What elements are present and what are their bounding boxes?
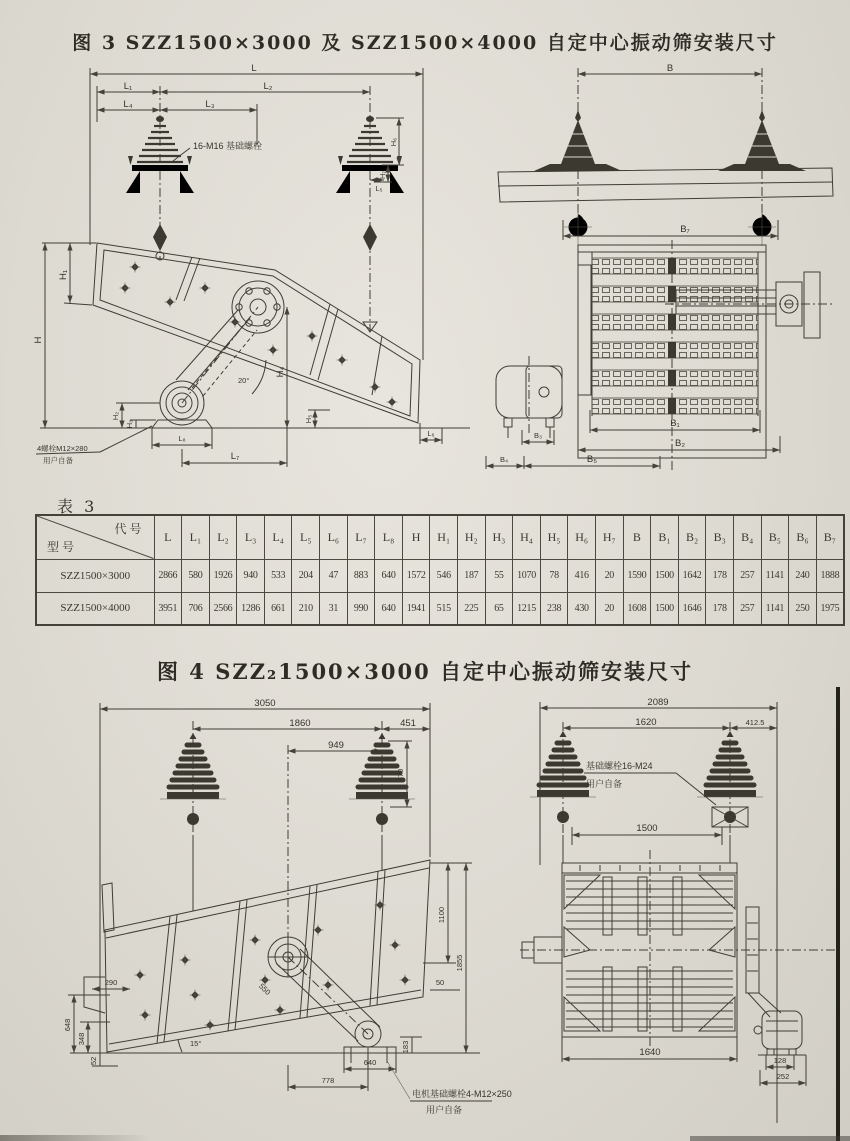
table-col-header: H₃	[485, 515, 513, 559]
dim-label-1620: 1620	[635, 717, 657, 728]
screen-body-side-view-fig4	[102, 860, 430, 1052]
dimension-value-cell: 640	[375, 592, 403, 625]
scan-edge-artifact-right	[836, 687, 840, 1141]
dimension-value-cell: 257	[733, 559, 761, 592]
table-col-header: B₇	[816, 515, 844, 559]
dimension-value-cell: 1888	[816, 559, 844, 592]
dimension-table	[35, 514, 845, 626]
dim-label-50: 50	[435, 978, 445, 987]
dim-label-451: 451	[400, 718, 416, 729]
table-row	[36, 592, 844, 625]
dimension-value-cell: 1141	[761, 592, 789, 625]
dim-label-L2: L₂	[263, 81, 273, 92]
motor-end-view	[496, 356, 562, 438]
dimension-value-cell: 2866	[154, 559, 182, 592]
motor-bolt-note-line2: 用户自备	[426, 1105, 463, 1115]
foundation-bolt-note: 16-M16 基础螺栓	[193, 141, 263, 151]
dimension-value-cell: 20	[596, 592, 624, 625]
suspension-beam	[498, 168, 833, 202]
corner-label-model: 型 号	[47, 539, 75, 554]
dim-label-L: L	[251, 63, 257, 74]
fig4-right-spring-hangers	[530, 727, 763, 863]
motor-bolt-note-line1: 电机基础螺栓4-M12×250	[412, 1089, 512, 1099]
dim-label-B1: B₁	[670, 418, 680, 429]
dimension-value-cell: 1608	[623, 592, 651, 625]
dim-label-H2: H₂	[111, 411, 120, 421]
dimension-value-cell: 1975	[816, 592, 844, 625]
dim-label-H: H	[33, 336, 44, 344]
dimension-value-cell: 225	[458, 592, 486, 625]
foundation-bolt-note-line1: 基础螺栓16-M24	[586, 761, 653, 771]
fig3-left-anchor-note	[36, 426, 152, 465]
table-col-header: H₆	[568, 515, 596, 559]
dim-label-H5: H₅	[304, 414, 313, 424]
fig4-side-view-drawing	[60, 695, 512, 1140]
corner-label-code: 代 号	[114, 522, 142, 536]
dim-label-1860: 1860	[289, 718, 311, 729]
dim-label-1500: 1500	[636, 823, 658, 834]
dimension-value-cell: 940	[237, 559, 265, 592]
dimension-value-cell: 210	[292, 592, 320, 625]
dimension-value-cell: 416	[568, 559, 596, 592]
table-col-header: H₅	[540, 515, 568, 559]
table-col-header: L₅	[292, 515, 320, 559]
table-col-header: B₄	[733, 515, 761, 559]
table-col-header: L₃	[237, 515, 265, 559]
fig4-end-view-drawing	[500, 695, 850, 1140]
dim-label-1640: 1640	[639, 1047, 661, 1058]
fig4-right-bottom-dimensions	[562, 1037, 806, 1086]
dimension-value-cell: 250	[789, 592, 817, 625]
dimension-value-cell: 1070	[513, 559, 541, 592]
dimension-value-cell: 661	[264, 592, 292, 625]
model-cell: SZZ1500×4000	[36, 592, 154, 625]
dim-label-H6: H₆	[389, 137, 398, 147]
fig4-ground-line	[70, 1039, 480, 1053]
table-col-header: H₇	[596, 515, 624, 559]
fig3-left-extension-lines	[90, 68, 423, 360]
dimension-value-cell: 706	[182, 592, 210, 625]
anchor-bolts-on-beam	[534, 110, 806, 171]
fig3-left-bottom-dimensions	[152, 423, 442, 467]
flywheel-and-belt-drive	[257, 937, 396, 1063]
fig3-left-bolt-note	[173, 140, 262, 161]
dim-label-1855: 1855	[455, 954, 464, 972]
table-col-header: H	[402, 515, 430, 559]
fig3-side-view-drawing	[30, 60, 480, 480]
dimension-value-cell: 238	[540, 592, 568, 625]
dim-label-L3: L₃	[205, 99, 215, 110]
model-cell: SZZ1500×3000	[36, 559, 154, 592]
dimension-value-cell: 1642	[678, 559, 706, 592]
table-col-header: L	[154, 515, 182, 559]
fig4-foundation-bolt-note	[584, 760, 716, 805]
dim-label-252: 252	[776, 1072, 790, 1081]
dimension-value-cell: 3951	[154, 592, 182, 625]
dim-label-L5: L₅	[375, 184, 383, 193]
fig3-end-view-drawing	[480, 60, 850, 480]
dimension-value-cell: 580	[182, 559, 210, 592]
table-corner-cell	[36, 515, 154, 559]
dimension-value-cell: 430	[568, 592, 596, 625]
dim-label-2089: 2089	[647, 697, 669, 708]
dimension-value-cell: 2566	[209, 592, 237, 625]
figure3-caption: 图 3 SZZ1500×3000 及 SZZ1500×4000 自定中心振动筛安装尺寸	[72, 32, 778, 54]
dim-label-949: 949	[328, 740, 344, 751]
dim-label-1100: 1100	[437, 906, 446, 924]
scan-edge-artifact-bottom-right	[690, 1136, 850, 1141]
dimension-value-cell: 1926	[209, 559, 237, 592]
anchor-bolt-note-line1: 4螺栓M12×280	[37, 444, 88, 453]
table-col-header: B₆	[789, 515, 817, 559]
dim-label-L8: L₈	[178, 434, 186, 443]
table-col-header: L₇	[347, 515, 375, 559]
fig3-right-top-dimension	[578, 63, 762, 235]
table-col-header: L₄	[264, 515, 292, 559]
fig3-left-height-dimensions	[33, 243, 330, 428]
dimension-value-cell: 1286	[237, 592, 265, 625]
dimension-value-cell: 546	[430, 559, 458, 592]
angle-label-15deg: 15°	[190, 1039, 202, 1048]
dim-label-412-5: 412.5	[745, 718, 765, 727]
table-col-header: L₈	[375, 515, 403, 559]
dimension-value-cell: 1941	[402, 592, 430, 625]
dimension-value-cell: 20	[596, 559, 624, 592]
fig3-right-bottom-dimensions	[486, 410, 780, 469]
dimension-value-cell: 990	[347, 592, 375, 625]
dim-label-B4: B₄	[499, 455, 509, 464]
dimension-value-cell: 533	[264, 559, 292, 592]
fig4-left-bottom-dimensions	[288, 1047, 396, 1091]
dim-label-3050: 3050	[254, 698, 276, 709]
dim-label-348: 348	[77, 1032, 86, 1046]
dim-label-H7: H₇	[378, 171, 387, 179]
dimension-value-cell: 1500	[651, 592, 679, 625]
dim-label-B3: B₃	[533, 431, 543, 440]
dim-label-640: 640	[363, 1058, 377, 1067]
table-col-header: B₁	[651, 515, 679, 559]
dim-label-B7: B₇	[680, 224, 690, 235]
fig4-1500-dimension	[572, 823, 722, 845]
fig3-left-spring-hangers	[126, 116, 404, 260]
fig3-right-B7-dimension	[563, 220, 778, 240]
screen-body-end-view	[578, 240, 766, 470]
table-col-header: H₂	[458, 515, 486, 559]
table-col-header: B	[623, 515, 651, 559]
dim-label-H4: H₄	[275, 366, 286, 378]
dim-label-B2: B₂	[674, 438, 686, 449]
table-row	[36, 559, 844, 592]
table-header-row	[36, 515, 844, 559]
table-col-header: L₆	[320, 515, 348, 559]
dim-label-778: 778	[321, 1076, 335, 1085]
dimension-value-cell: 55	[485, 559, 513, 592]
dimension-value-cell: 1590	[623, 559, 651, 592]
table-col-header: H₁	[430, 515, 458, 559]
dim-label-B5: B₅	[586, 454, 598, 465]
screen-body-end-view-fig4	[520, 850, 835, 1050]
table-col-header: B₃	[706, 515, 734, 559]
dimension-value-cell: 78	[540, 559, 568, 592]
dimension-value-cell: 187	[458, 559, 486, 592]
figure4-caption: 图 4 SZZ₂1500×3000 自定中心振动筛安装尺寸	[156, 659, 694, 684]
table-col-header: L₁	[182, 515, 210, 559]
dim-label-550: 550	[257, 981, 273, 997]
dimension-value-cell: 65	[485, 592, 513, 625]
table-col-header: L₂	[209, 515, 237, 559]
dim-label-470: 470	[396, 768, 405, 782]
dim-label-H1: H₁	[58, 269, 69, 281]
dimension-value-cell: 31	[320, 592, 348, 625]
dimension-value-cell: 883	[347, 559, 375, 592]
angle-label-20deg: 20°	[238, 376, 250, 385]
dimension-value-cell: 640	[375, 559, 403, 592]
dimension-value-cell: 1572	[402, 559, 430, 592]
dimension-value-cell: 178	[706, 592, 734, 625]
dim-label-H3: H₃	[125, 419, 134, 429]
dim-label-L6: L₆	[427, 429, 435, 438]
dim-label-183: 183	[401, 1040, 410, 1054]
fig4-body-bolt-diamonds	[135, 900, 411, 1031]
dimension-value-cell: 204	[292, 559, 320, 592]
dimension-value-cell: 1141	[761, 559, 789, 592]
table-col-header: H₄	[513, 515, 541, 559]
dimension-value-cell: 47	[320, 559, 348, 592]
belt-drive-and-motor-fig4	[746, 907, 806, 1055]
dim-label-B: B	[666, 63, 674, 74]
fig3-left-top-dimensions	[90, 63, 423, 110]
table-col-header: B₅	[761, 515, 789, 559]
dimension-value-cell: 515	[430, 592, 458, 625]
motor-and-drive	[152, 307, 266, 428]
fig4-motor-bolt-note	[387, 1061, 512, 1115]
dim-label-L7: L₇	[230, 451, 240, 462]
dim-label-L4: L₄	[123, 99, 133, 110]
suspension-hooks	[564, 202, 776, 246]
table-col-header: B₂	[678, 515, 706, 559]
fig4-right-side-dimensions	[400, 863, 472, 1053]
dimension-value-cell: 1500	[651, 559, 679, 592]
dim-label-52: 52	[89, 1056, 98, 1066]
dimension-value-cell: 240	[789, 559, 817, 592]
table-label: 表 3	[57, 497, 98, 516]
scan-edge-artifact-bottom-left	[0, 1135, 150, 1141]
dimension-value-cell: 1215	[513, 592, 541, 625]
foundation-bolt-note-line2: 用户自备	[586, 779, 623, 789]
dim-label-648: 648	[63, 1018, 72, 1032]
dimension-value-cell: 1646	[678, 592, 706, 625]
dim-label-128: 128	[773, 1056, 787, 1065]
anchor-bolt-note-line2: 用户自备	[43, 456, 73, 465]
dimension-value-cell: 178	[706, 559, 734, 592]
dim-label-L1: L₁	[123, 81, 133, 92]
dimension-value-cell: 257	[733, 592, 761, 625]
dim-label-290: 290	[104, 978, 118, 987]
